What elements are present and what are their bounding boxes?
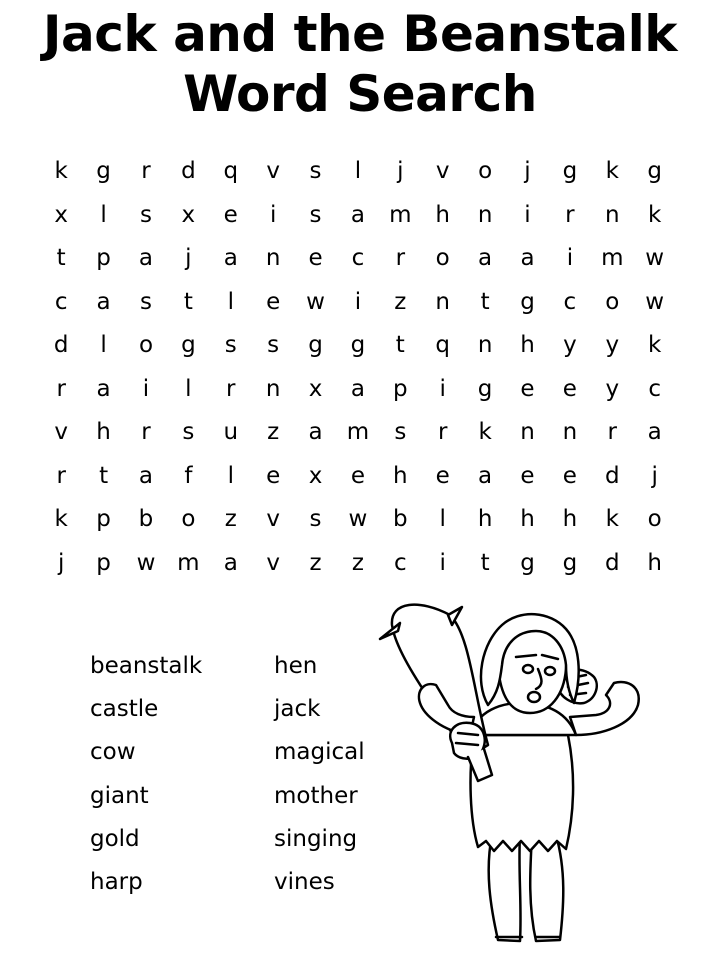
grid-letter: l bbox=[100, 201, 107, 228]
grid-letter: y bbox=[563, 332, 577, 358]
word-item: jack bbox=[274, 696, 321, 723]
grid-letter: m bbox=[601, 245, 624, 271]
grid-letter: a bbox=[96, 375, 111, 402]
grid-letter: r bbox=[437, 419, 448, 445]
grid-letter: s bbox=[139, 201, 152, 228]
grid-letter: d bbox=[604, 462, 620, 489]
grid-letter: s bbox=[394, 419, 407, 445]
page-title bbox=[0, 4, 720, 124]
grid-letter: c bbox=[563, 288, 577, 315]
grid-letter: l bbox=[354, 158, 362, 184]
grid-letter: e bbox=[520, 375, 535, 402]
grid-letter: h bbox=[520, 506, 535, 532]
grid-letter: c bbox=[648, 375, 661, 402]
grid-letter: v bbox=[435, 158, 450, 184]
grid-letter: g bbox=[647, 158, 662, 184]
grid-letter: a bbox=[96, 288, 111, 315]
title-line-1: Jack and the Beanstalk bbox=[42, 5, 678, 63]
grid-letter: a bbox=[308, 419, 323, 445]
grid-letter: g bbox=[520, 288, 535, 315]
grid-letter: v bbox=[266, 158, 280, 184]
grid-letter: k bbox=[648, 201, 662, 228]
grid-letter: v bbox=[54, 419, 68, 445]
grid-letter: n bbox=[477, 201, 493, 228]
grid-letter: a bbox=[223, 549, 238, 576]
grid-letter: t bbox=[183, 288, 193, 315]
word-item: gold bbox=[90, 825, 140, 852]
grid-letter: g bbox=[308, 332, 323, 358]
word-item: mother bbox=[274, 782, 358, 809]
grid-letter: d bbox=[53, 332, 69, 358]
grid-letter: h bbox=[96, 419, 111, 445]
grid-letter: m bbox=[177, 549, 200, 576]
giant-with-club-illustration bbox=[370, 585, 670, 955]
grid-letter: o bbox=[138, 332, 154, 358]
grid-letter: i bbox=[142, 375, 150, 402]
grid-letter: a bbox=[520, 245, 535, 271]
grid-letter: j bbox=[651, 462, 658, 489]
grid-letter: v bbox=[266, 506, 280, 532]
word-item: singing bbox=[274, 825, 358, 852]
grid-letter: h bbox=[647, 549, 662, 576]
grid-letter: p bbox=[96, 506, 111, 532]
grid-letter: o bbox=[605, 288, 620, 315]
grid-letter: m bbox=[346, 419, 370, 445]
grid-letter: t bbox=[480, 288, 490, 315]
grid-letter: t bbox=[56, 245, 66, 271]
grid-letter: p bbox=[393, 375, 408, 402]
grid-letter: z bbox=[224, 506, 237, 532]
grid-letter: o bbox=[435, 245, 450, 271]
grid-letter: e bbox=[562, 375, 577, 402]
grid-letter: k bbox=[648, 332, 662, 358]
grid-letter: h bbox=[393, 462, 408, 489]
grid-letter: g bbox=[562, 549, 578, 576]
grid-letter: l bbox=[185, 375, 192, 402]
grid-letter: a bbox=[350, 201, 365, 228]
grid-letter: r bbox=[141, 419, 151, 445]
grid-letter: h bbox=[435, 201, 450, 228]
grid-letter: w bbox=[136, 549, 156, 576]
grid-letter: o bbox=[181, 506, 196, 532]
grid-letter: n bbox=[435, 288, 450, 315]
grid-letter: g bbox=[520, 549, 535, 576]
grid-letter: d bbox=[604, 549, 620, 576]
grid-letter: i bbox=[439, 549, 446, 576]
grid-letter: r bbox=[395, 245, 406, 271]
grid-letter: v bbox=[266, 549, 280, 576]
grid-letter: a bbox=[478, 462, 493, 489]
grid-letter: s bbox=[309, 158, 322, 184]
grid-letter: r bbox=[56, 462, 66, 489]
grid-letter: i bbox=[439, 375, 446, 402]
grid-letter: f bbox=[184, 462, 193, 489]
grid-letter: x bbox=[54, 201, 68, 228]
grid-letter: o bbox=[478, 158, 493, 184]
word-list-column-2 bbox=[274, 645, 365, 904]
grid-letter: k bbox=[605, 506, 619, 532]
grid-letter: e bbox=[520, 462, 535, 489]
grid-letter: i bbox=[566, 245, 574, 271]
grid-letter: k bbox=[478, 419, 492, 445]
grid-letter: g bbox=[350, 332, 366, 358]
grid-letter: t bbox=[480, 549, 490, 576]
grid-letter: p bbox=[96, 549, 111, 576]
grid-letter: z bbox=[267, 419, 280, 445]
grid-letter: n bbox=[477, 332, 493, 358]
grid-letter: z bbox=[351, 549, 364, 576]
grid-letter: b bbox=[393, 506, 408, 532]
title-line-2: Word Search bbox=[183, 65, 537, 123]
grid-letter: x bbox=[308, 375, 323, 402]
grid-letter: l bbox=[439, 506, 446, 532]
grid-letter: e bbox=[350, 462, 365, 489]
grid-letter: a bbox=[647, 419, 662, 445]
grid-letter: l bbox=[227, 288, 234, 315]
grid-letter: k bbox=[54, 506, 68, 532]
word-item: giant bbox=[90, 782, 149, 809]
grid-letter: a bbox=[223, 245, 238, 271]
grid-letter: c bbox=[351, 245, 365, 271]
grid-letter: r bbox=[607, 419, 617, 445]
grid-letter: k bbox=[54, 158, 68, 184]
grid-letter: j bbox=[524, 158, 531, 184]
grid-letter: b bbox=[138, 506, 154, 532]
grid-letter: k bbox=[605, 158, 619, 184]
word-item: cow bbox=[90, 739, 136, 766]
grid-letter: g bbox=[477, 375, 493, 402]
word-item: hen bbox=[274, 653, 318, 679]
grid-letter: w bbox=[306, 288, 325, 315]
grid-letter: r bbox=[226, 375, 236, 402]
grid-letter: s bbox=[309, 201, 322, 228]
grid-letter: j bbox=[58, 549, 65, 576]
grid-letter: g bbox=[181, 332, 196, 358]
word-item: magical bbox=[274, 739, 365, 766]
grid-letter: a bbox=[138, 462, 154, 489]
grid-letter: s bbox=[309, 506, 322, 532]
grid-letter: n bbox=[265, 245, 281, 271]
letter-grid bbox=[40, 150, 676, 585]
grid-letter: w bbox=[645, 288, 665, 315]
grid-letter: j bbox=[397, 158, 404, 184]
grid-letter: i bbox=[269, 201, 277, 228]
grid-letter: n bbox=[265, 375, 281, 402]
grid-letter: w bbox=[645, 245, 665, 271]
grid-letter: y bbox=[605, 332, 620, 358]
grid-letter: n bbox=[604, 201, 620, 228]
grid-letter: u bbox=[223, 419, 239, 445]
grid-letter: d bbox=[181, 158, 196, 184]
grid-letter: t bbox=[99, 462, 109, 489]
grid-letter: s bbox=[267, 332, 280, 358]
grid-letter: o bbox=[647, 506, 662, 532]
grid-letter: a bbox=[350, 375, 365, 402]
grid-letter: g bbox=[96, 158, 111, 184]
grid-letter: i bbox=[354, 288, 362, 315]
grid-letter: c bbox=[393, 549, 407, 576]
grid-letter: q bbox=[435, 332, 451, 358]
grid-letter: h bbox=[562, 506, 578, 532]
grid-letter: l bbox=[100, 332, 107, 358]
grid-letter: e bbox=[435, 462, 450, 489]
word-item: castle bbox=[90, 696, 159, 723]
grid-letter: s bbox=[182, 419, 195, 445]
word-item: beanstalk bbox=[90, 653, 203, 679]
grid-letter: e bbox=[562, 462, 577, 489]
grid-letter: z bbox=[394, 288, 407, 315]
grid-letter: l bbox=[227, 462, 234, 489]
grid-letter: r bbox=[141, 158, 151, 184]
word-item: vines bbox=[274, 868, 335, 895]
grid-letter: r bbox=[56, 375, 66, 402]
grid-letter: e bbox=[266, 288, 281, 315]
grid-letter: i bbox=[524, 201, 531, 228]
grid-letter: z bbox=[309, 549, 322, 576]
grid-letter: m bbox=[389, 201, 412, 228]
grid-letter: y bbox=[605, 375, 620, 402]
grid-letter: h bbox=[477, 506, 493, 532]
grid-letter: e bbox=[266, 462, 281, 489]
grid-letter: e bbox=[308, 245, 323, 271]
grid-letter: h bbox=[520, 332, 535, 358]
word-item: harp bbox=[90, 868, 143, 895]
grid-letter: r bbox=[565, 201, 575, 228]
grid-letter: e bbox=[223, 201, 238, 228]
grid-letter: n bbox=[520, 419, 535, 445]
grid-letter: s bbox=[139, 288, 152, 315]
grid-letter: x bbox=[308, 462, 323, 489]
grid-letter: a bbox=[478, 245, 493, 271]
grid-letter: t bbox=[395, 332, 405, 358]
word-list-column-1 bbox=[90, 645, 202, 904]
grid-letter: c bbox=[54, 288, 68, 315]
grid-letter: q bbox=[223, 158, 239, 184]
grid-letter: w bbox=[348, 506, 368, 532]
grid-letter: x bbox=[181, 201, 196, 228]
grid-letter: p bbox=[96, 245, 111, 271]
grid-letter: n bbox=[562, 419, 578, 445]
grid-letter: j bbox=[185, 245, 192, 271]
grid-letter: g bbox=[562, 158, 578, 184]
grid-letter: a bbox=[138, 245, 154, 271]
grid-letter: s bbox=[224, 332, 237, 358]
